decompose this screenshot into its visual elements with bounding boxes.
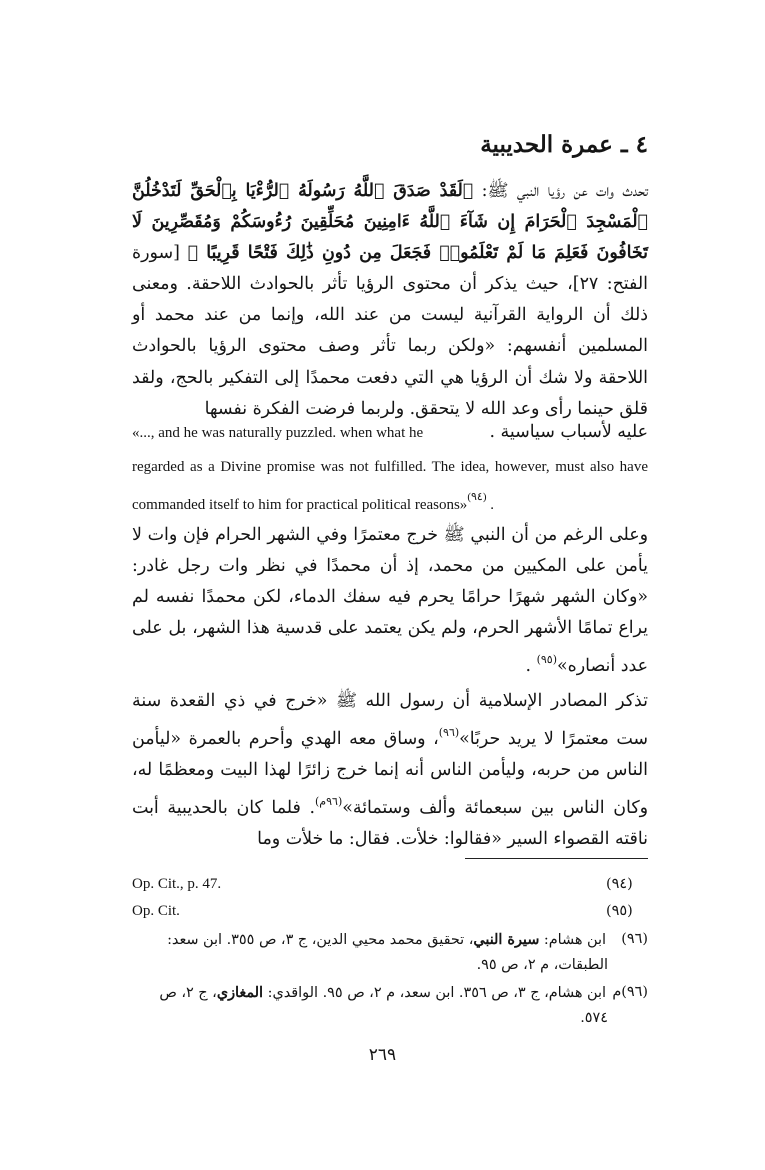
footnote-ref-95: (٩٥) bbox=[536, 653, 558, 667]
paragraph-1-body: [سورة الفتح: ٢٧]، حيث يذكر أن محتوى الرؤيا تأثر بالحوادث اللاحقة. ومعنى ذلك أن الرواية القرآنية ليست من عند الله، وإنما من عند محمد أو المسلمين أنفسهم: «ولكن ربما تأثر وصف محتوى الرؤيا بالحوادث اللاحقة ولا شك أن الرؤيا هي التي دفعت محمدًا إلى التفكير بالحج، ولقد قلق حينما رأى وعد الله لا يتحقق. ولربما فرضت الفكرة نفسها bbox=[132, 243, 648, 419]
paragraph-3-part-b: ، وساق معه الهدي وأحرم بالعمرة «ليأمن الناس من حربه، وليأمن الناس أنه إنما خرج زائرًا لهذا البيت ومعظمًا له، وكان الناس بين سبعمائة وألف وستمائة» bbox=[132, 729, 648, 819]
footnote-96m-post: ، ج ٢، ص ٥٧٤. bbox=[159, 985, 608, 1026]
mixed-quote-line bbox=[132, 417, 648, 449]
footnote-94-number: (٩٤) bbox=[606, 876, 633, 892]
footnote-divider bbox=[465, 858, 648, 859]
paragraph-1 bbox=[132, 176, 648, 425]
paragraph-2: وعلى الرغم من أن النبي ﷺ خرج معتمرًا وفي الشهر الحرام فإن وات لا يأمن على المكيين من محمد، إذ أن محمدًا في نظر وات رجل غادر: «وكان الشهر شهرًا حرامًا يحرم فيه سفك الدماء، لكن محمدًا نفسه لم يراع تمامًا الأشهر الحرم، ولم يكن يعتمد على قدسية هذا الشهر، بل على عدد أنصاره»$^{(٩٥)}$ . bbox=[132, 525, 648, 677]
footnote-95-number: (٩٥) bbox=[606, 903, 633, 919]
footnote-ref-94: (٩٤) bbox=[467, 491, 487, 503]
footnote-96-pre: ابن هشام: bbox=[539, 932, 606, 948]
footnote-ref-96: (٩٦) bbox=[438, 726, 460, 740]
paragraph-3-part-a: تذكر المصادر الإسلامية أن رسول الله ﷺ «خرج في ذي القعدة سنة ست معتمرًا لا يريد حربًا» bbox=[132, 691, 648, 750]
english-quote-text: regarded as a Divine promise was not fulfilled. The idea, however, must also have commanded itself to him for practical political reasons» bbox=[132, 459, 648, 513]
footnote-96-number: (٩٦) bbox=[621, 931, 648, 947]
paragraph-3-part-c: . فلما كان بالحديبية أبت ناقته القصواء السير «فقالوا: خلأت. فقال: ما خلأت وما bbox=[132, 798, 648, 850]
footnote-ref-96m: (٩٦م) bbox=[315, 795, 343, 809]
quran-verse: ﴿لَقَدْ صَدَقَ ٱللَّهُ رَسُولَهُ ٱلرُّءْيَا بِٱلْحَقِّ لَتَدْخُلُنَّ ٱلْمَسْجِدَ ٱلْحَرَامَ إِن شَآءَ ٱللَّهُ ءَامِنِينَ مُحَلِّقِينَ رُءُوسَكُمْ وَمُقَصِّرِينَ لَا تَخَافُونَ فَعَلِمَ مَا لَمْ تَعْلَمُوا۟ فَجَعَلَ مِن دُونِ ذَٰلِكَ فَتْحًا قَرِيبًا ﴾ bbox=[132, 181, 648, 264]
paragraph-1-last-arabic: عليه لأسباب سياسية . bbox=[489, 422, 648, 442]
footnote-96m-title: المغازي bbox=[216, 984, 264, 1001]
english-quote-start: «..., and he was naturally puzzled. when what he bbox=[132, 425, 424, 441]
paragraph-1-intro: تحدث وات عن رؤيا النبي ﷺ: bbox=[473, 181, 648, 201]
footnote-96-post: ، تحقيق محمد محيي الدين، ج ٣، ص ٣٥٥. ابن سعد: الطبقات، م ٢، ص ٩٥. bbox=[167, 932, 608, 973]
page-number: ٢٦٩ bbox=[368, 1045, 397, 1065]
footnote-96-title: سيرة النبي bbox=[473, 931, 540, 948]
footnote-96m bbox=[132, 980, 648, 1031]
footnote-95-text: Op. Cit. bbox=[132, 903, 180, 919]
paragraph-2-text: وعلى الرغم من أن النبي ﷺ خرج معتمرًا وفي الشهر الحرام فإن وات لا يأمن على المكيين من محمد، إذ أن محمدًا في نظر وات رجل غادر: «وكان الشهر شهرًا حرامًا يحرم فيه سفك الدماء، لكن محمدًا نفسه لم يراع تمامًا الأشهر الحرم، ولم يكن يعتمد على قدسية هذا الشهر، بل على عدد أنصاره» bbox=[132, 525, 648, 677]
section-heading: ٤ ـ عمرة الحديبية bbox=[480, 131, 648, 158]
footnote-96m-number: (٩٦)م bbox=[612, 984, 648, 1000]
footnote-94 bbox=[132, 872, 648, 897]
footnote-94-text: Op. Cit., p. 47. bbox=[132, 876, 222, 892]
footnote-96 bbox=[132, 927, 648, 978]
paragraph-3 bbox=[132, 686, 648, 855]
footnote-96m-pre: ابن هشام، ج ٣، ص ٣٥٦. ابن سعد، م ٢، ص ٩٥. الواقدي: bbox=[263, 985, 606, 1001]
footnote-95 bbox=[132, 899, 648, 924]
english-quote: regarded as a Divine promise was not fulfilled. The idea, however, must also have commanded itself to him for practical political reasons»$^{(٩٤)}$ . bbox=[132, 459, 648, 513]
